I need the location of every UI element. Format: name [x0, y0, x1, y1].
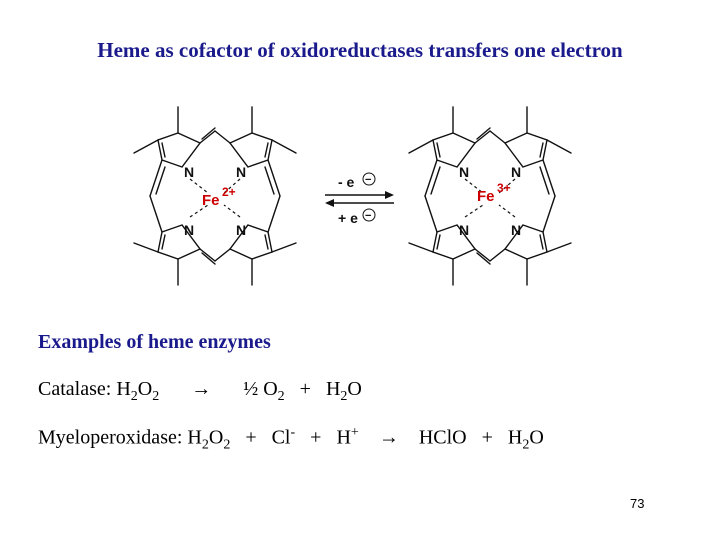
nitrogen-label: N	[236, 164, 247, 180]
heme-fe3-structure	[409, 107, 571, 285]
slide-title: Heme as cofactor of oxidoreductases transfers one electron	[97, 38, 623, 62]
examples-heading: Examples of heme enzymes	[38, 331, 271, 353]
electron-minus: −	[365, 210, 372, 222]
nitrogen-label: N	[184, 222, 195, 238]
redox-equilibrium-arrows	[325, 191, 394, 207]
oxidation-label: - e	[338, 174, 355, 190]
nitrogen-label: N	[459, 222, 470, 238]
iron-charge: 3+	[497, 181, 511, 195]
myeloperoxidase-reaction: Myeloperoxidase: $H_2O_2 + Cl^- + H^+$ → HClO + $H_2O$	[38, 425, 544, 453]
nitrogen-label: N	[236, 222, 247, 238]
reduction-label: + e	[338, 210, 358, 226]
nitrogen-label: N	[459, 164, 470, 180]
page-number: 73	[630, 496, 645, 511]
electron-minus: −	[365, 174, 372, 186]
catalase-label: Catalase:	[38, 378, 112, 400]
nitrogen-label: N	[184, 164, 195, 180]
iron-label: Fe	[477, 188, 495, 205]
heme-redox-diagram	[120, 95, 590, 305]
heme-fe2-structure	[134, 107, 296, 285]
reaction-arrow: →	[378, 426, 399, 449]
iron-label: Fe	[202, 192, 220, 209]
nitrogen-label: N	[511, 164, 522, 180]
catalase-reaction: Catalase: $H_2O_2$ → ½ $O_2 + H_2O$	[38, 378, 362, 404]
iron-charge: 2+	[222, 185, 236, 199]
reaction-arrow: →	[191, 378, 212, 400]
nitrogen-label: N	[511, 222, 522, 238]
myeloperoxidase-label: Myeloperoxidase:	[38, 426, 183, 449]
